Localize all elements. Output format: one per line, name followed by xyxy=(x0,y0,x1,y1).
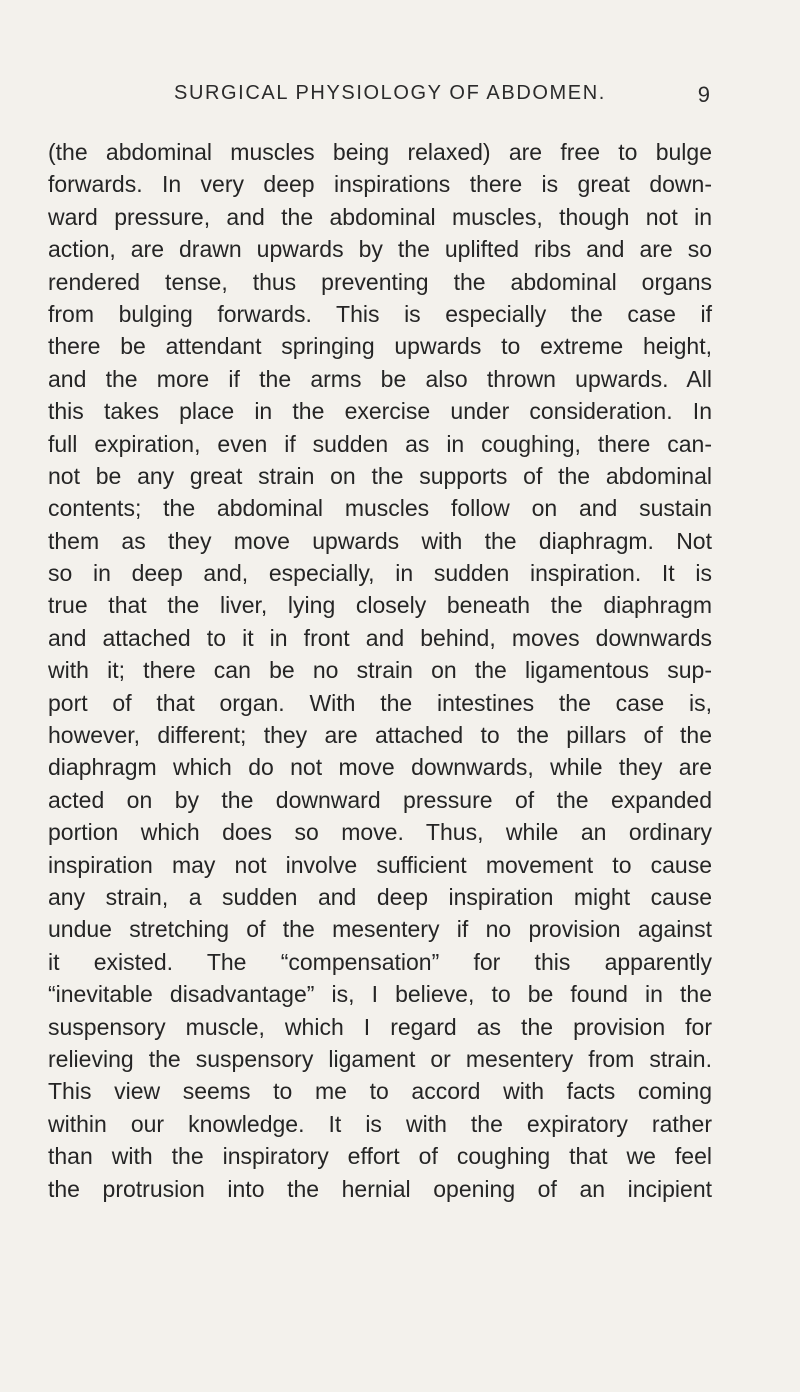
text-line: (the abdominal muscles being relaxed) are free to bulge xyxy=(48,139,712,165)
page-number: 9 xyxy=(697,82,710,107)
body-text xyxy=(48,136,712,1205)
text-line: inspiration may not involve sufficient movement to cause xyxy=(48,851,712,878)
text-line: ward pressure, and the abdominal muscles, though not in xyxy=(48,203,712,230)
text-line: This view seems to me to accord with facts coming xyxy=(48,1078,712,1105)
text-line: true that the liver, lying closely beneath the diaphragm xyxy=(48,592,712,619)
text-line: this takes place in the exercise under consideration. In xyxy=(48,398,712,425)
text-line: relieving the suspensory ligament or mesentery from strain. xyxy=(48,1045,712,1072)
running-title: SURGICAL PHYSIOLOGY OF ABDOMEN. xyxy=(174,82,606,104)
text-line: undue stretching of the mesentery if no provision against xyxy=(48,916,712,943)
text-line: however, different; they are attached to the pillars of the xyxy=(48,722,712,749)
text-line: the protrusion into the hernial opening of an incipient xyxy=(48,1175,712,1202)
text-line: not be any great strain on the supports of the abdominal xyxy=(48,462,712,489)
text-line: there be attendant springing upwards to extreme height, xyxy=(48,333,712,360)
text-line: and attached to it in front and behind, moves downwards xyxy=(48,624,712,651)
text-line: contents; the abdominal muscles follow on and sustain xyxy=(48,495,712,522)
text-line: them as they move upwards with the diaphragm. Not xyxy=(48,527,712,554)
text-line: from bulging forwards. This is especially the case if xyxy=(48,300,712,327)
text-line: full expiration, even if sudden as in coughing, there can- xyxy=(48,430,712,457)
text-line: acted on by the downward pressure of the expanded xyxy=(48,786,712,813)
text-line: diaphragm which do not move downwards, while they are xyxy=(48,754,712,781)
text-line: with it; there can be no strain on the ligamentous sup- xyxy=(48,657,712,684)
text-line: action, are drawn upwards by the uplifted ribs and are so xyxy=(48,236,712,263)
text-line: and the more if the arms be also thrown upwards. All xyxy=(48,365,712,392)
text-line: forwards. In very deep inspirations there is great down- xyxy=(48,171,712,198)
text-line: suspensory muscle, which I regard as the provision for xyxy=(48,1013,712,1040)
text-line: so in deep and, especially, in sudden inspiration. It is xyxy=(48,560,712,587)
running-head xyxy=(174,82,710,114)
text-line: port of that organ. With the intestines the case is, xyxy=(48,689,712,716)
text-line: rendered tense, thus preventing the abdominal organs xyxy=(48,268,712,295)
text-line: it existed. The “compensation” for this apparently xyxy=(48,948,712,975)
text-line: any strain, a sudden and deep inspiration might cause xyxy=(48,883,712,910)
text-line: “inevitable disadvantage” is, I believe, to be found in the xyxy=(48,981,712,1008)
text-line: portion which does so move. Thus, while an ordinary xyxy=(48,819,712,846)
text-line: within our knowledge. It is with the expiratory rather xyxy=(48,1110,712,1137)
text-line: than with the inspiratory effort of coughing that we feel xyxy=(48,1143,712,1170)
